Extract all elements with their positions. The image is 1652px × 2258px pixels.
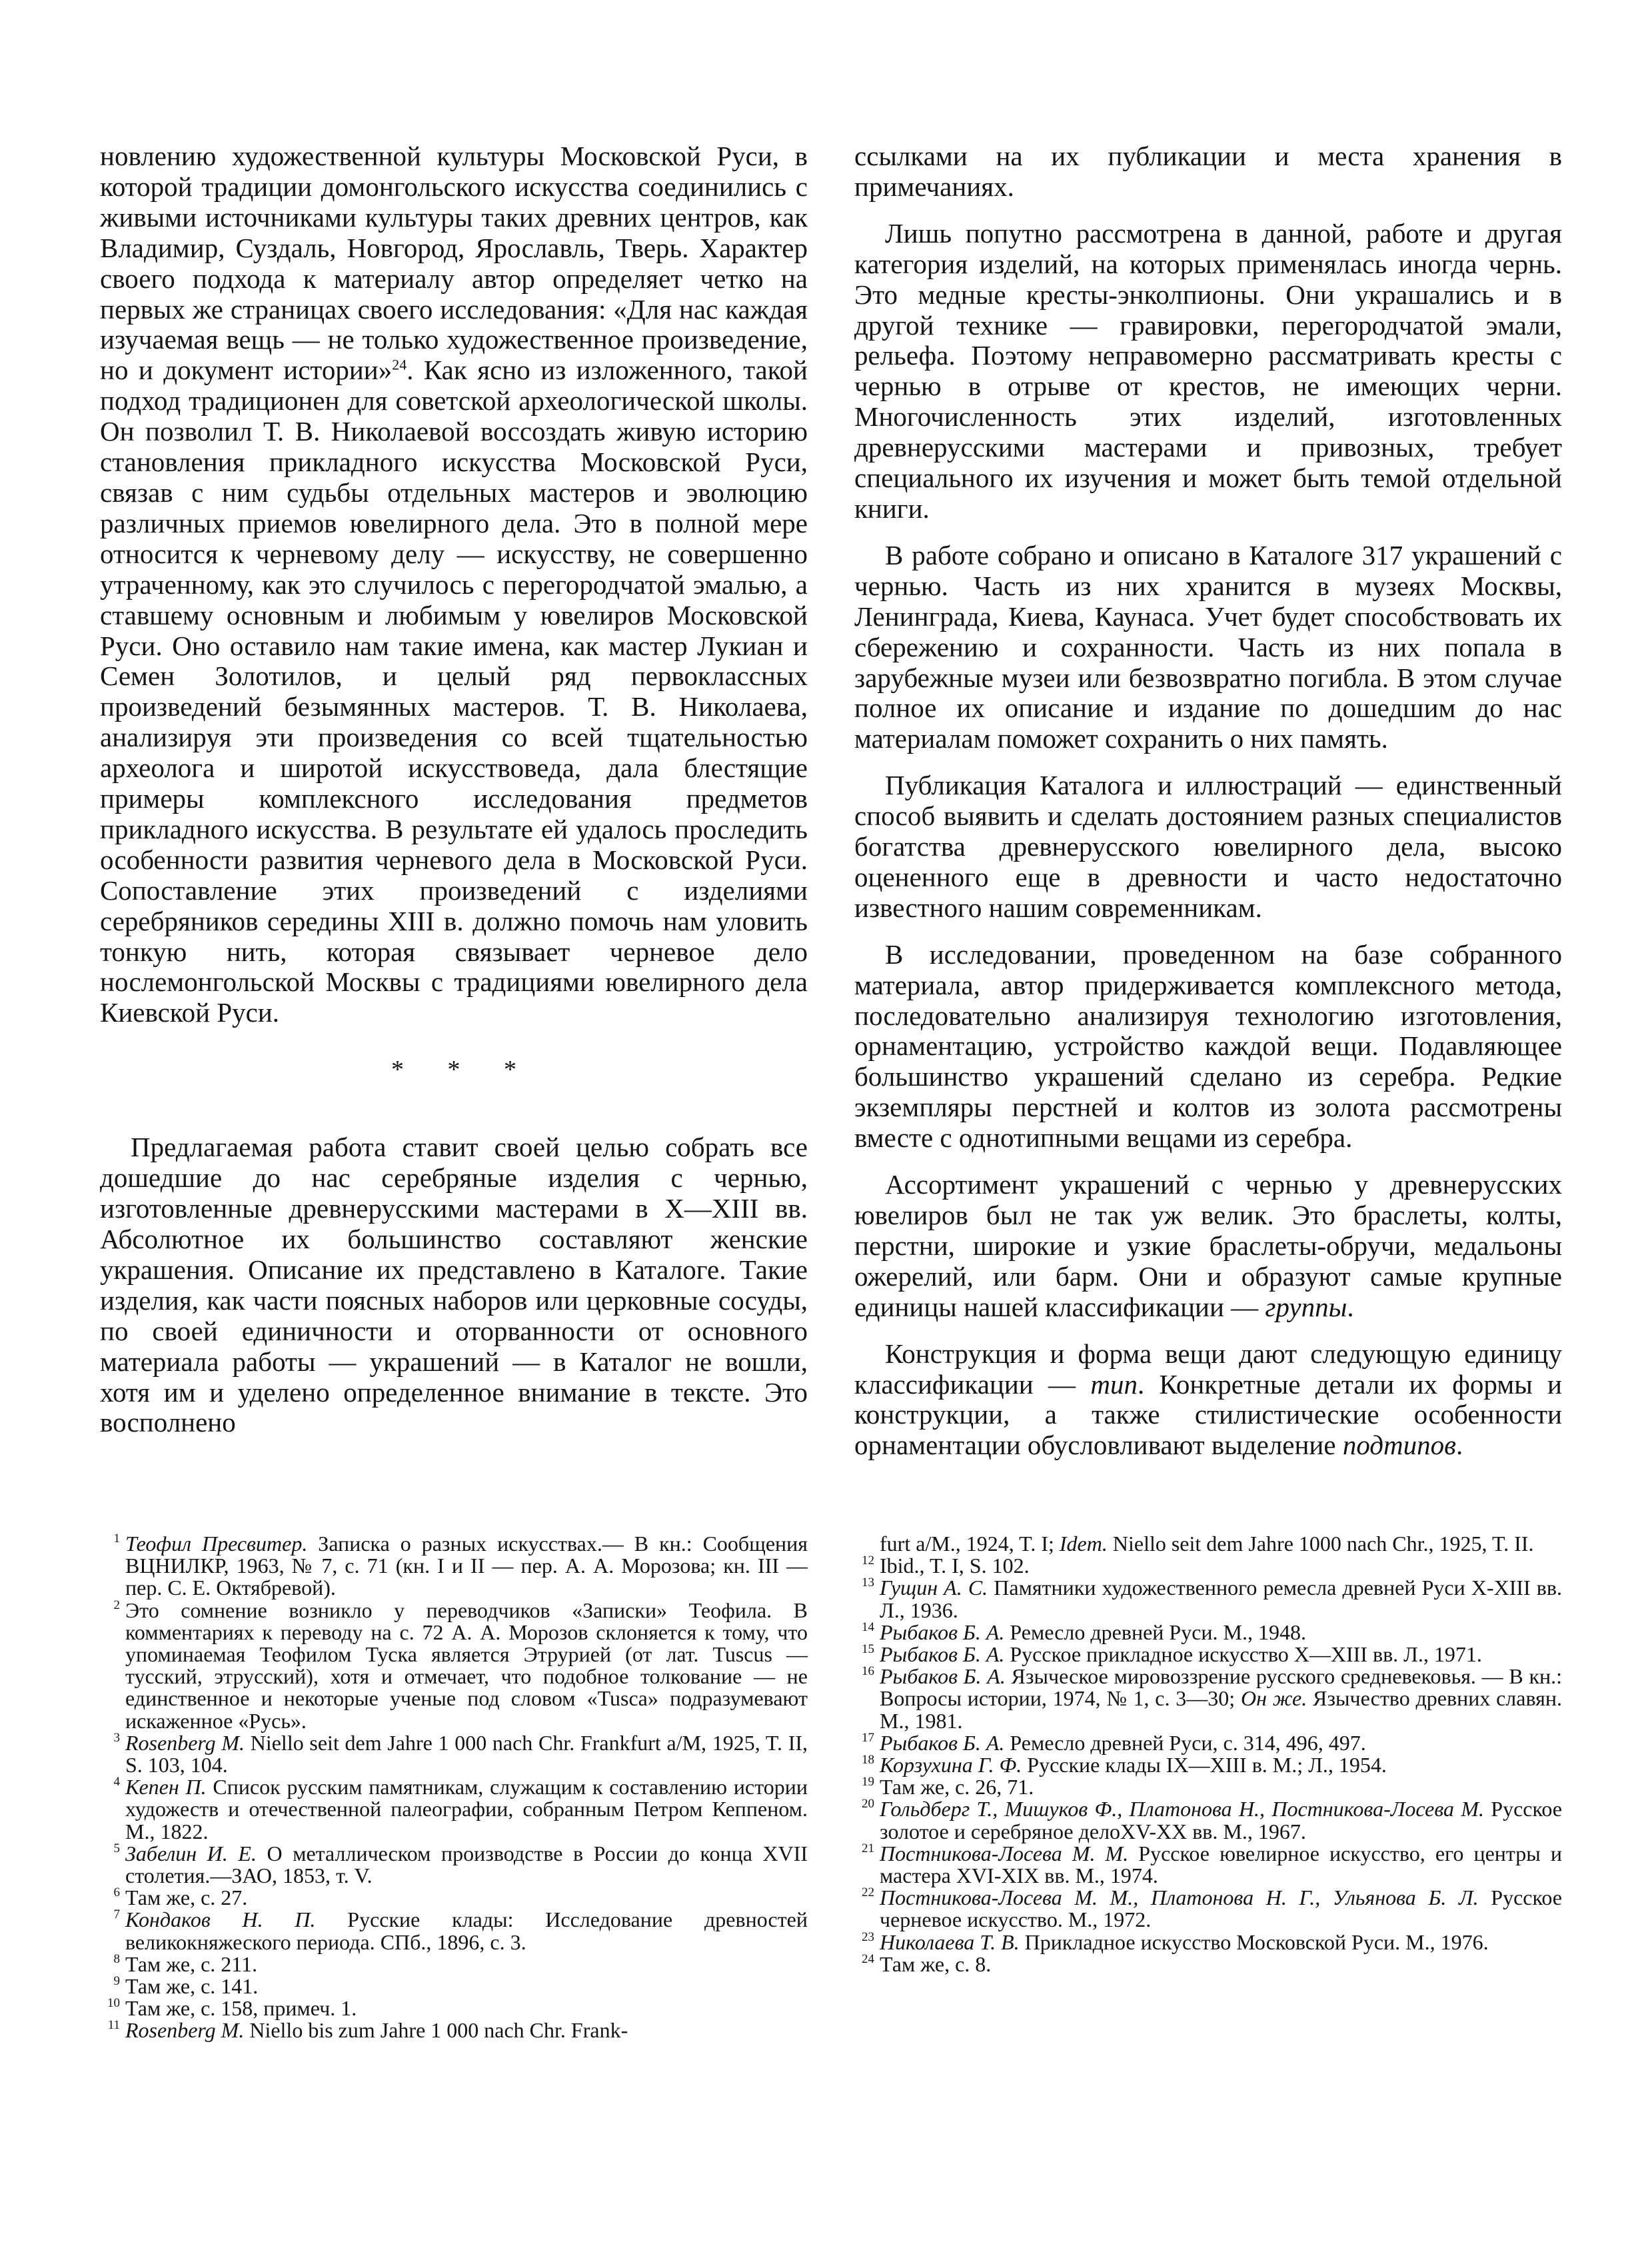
footnote-author: Николаева Т. В.	[880, 1929, 1020, 1954]
footnote-text: Там же, с. 158, примеч. 1.	[125, 1996, 357, 2021]
footnote-text: Русские клады IX—XIII в. М.; Л., 1954.	[1022, 1753, 1387, 1777]
footnote-number: 8	[113, 1951, 120, 1966]
footnote-author: Он же.	[1240, 1686, 1307, 1711]
footnote-author: Гущин А. С.	[880, 1576, 988, 1600]
footnote-number: 24	[862, 1951, 874, 1966]
footnote-text: Записка о разных искусствах.— В кн.: Сообщения ВЦНИЛКР, 1963, № 7, с. 71 (кн. I и II — пер. А. А. Морозова; кн. III — пер. С. Е. Октябревой).	[125, 1532, 808, 1600]
footnote-ref: 24	[392, 356, 407, 373]
footnote-text: Это сомнение возникло у переводчиков «Записки» Теофила. В комментариях к переводу на с. 72 А. А. Морозов склоняется к тому, что упоминаемая Теофилом Туска является Этрурией (от лат. Tuscus — тусский, этрусский), хотя и отмечает, что подобное толкование — не единственное и некоторые ученые под словом «Tusca» подразумевают искаженное «Русь».	[125, 1598, 808, 1733]
footnote-text: Там же, с. 211.	[125, 1951, 258, 1976]
text-column-left	[100, 141, 808, 1438]
footnote-number: 19	[862, 1775, 874, 1789]
footnote-number: 21	[862, 1841, 874, 1855]
footnote-author: Рыбаков Б. А.	[880, 1730, 1005, 1755]
footnote	[854, 1953, 1562, 1975]
footnote-text: Там же, с. 8.	[880, 1951, 992, 1976]
footnote	[100, 1843, 808, 1887]
footnote-author: Рыбаков Б. А.	[880, 1664, 1006, 1689]
footnote-author: Рыбаков Б. А.	[880, 1620, 1005, 1644]
footnote-number: 2	[113, 1598, 120, 1612]
footnote-number: 15	[862, 1642, 874, 1657]
paragraph: Лишь попутно рассмотрена в данной, работе и другая категория изделий, на которых применялась иногда чернь. Это медные кресты-энколпионы. Они украшались и в другой технике — гравировки, перегородчатой эмали, рельефа. Поэтому неправомерно рассматривать кресты с чернью в отрыве от крестов, не имеющих черни. Многочисленность этих изделий, изготовленных древнерусскими мастерами и привозных, требует специального их изучения и может быть темой отдельной книги.	[854, 217, 1562, 524]
footnote	[854, 1931, 1562, 1953]
footnote	[854, 1666, 1562, 1732]
text-column-right	[854, 141, 1562, 1461]
footnote-author: Кепен П.	[125, 1775, 207, 1799]
emphasis: группы	[1265, 1291, 1347, 1322]
footnotes-left	[100, 1533, 808, 2042]
footnote-text: Niello bis zum Jahre 1 000 nach Chr. Frank-	[244, 2018, 628, 2043]
paragraph: Предлагаемая работа ставит своей целью собрать все дошедшие до нас серебряные изделия с чернью, изготовленные древнерусскими мастерами в X—XIII вв. Абсолютное их большинство составляют женские украшения. Описание их представлено в Каталоге. Такие изделия, как части поясных наборов или церковные сосуды, по своей единичности и оторванности от основного материала работы — украшений — в Каталог не вошли, хотя им и уделено определенное внимание в тексте. Это восполнено	[100, 1132, 808, 1438]
footnote	[854, 1533, 1562, 1555]
footnote-text: Русские клады: Исследование древностей великокняжеского периода. СПб., 1896, с. 3.	[125, 1907, 808, 1954]
footnote	[854, 1776, 1562, 1798]
footnote	[100, 1533, 808, 1600]
footnote-author: Рыбаков Б. А.	[880, 1642, 1005, 1667]
footnote-text: Ремесло древней Руси. М., 1948.	[1004, 1620, 1306, 1644]
footnote-text: Niello seit dem Jahre 1 000 nach Chr. Frankfurt a/M, 1925, T. II, S. 103, 104.	[125, 1730, 808, 1777]
footnote-author: Кондаков Н. П.	[125, 1907, 316, 1932]
footnote	[854, 1644, 1562, 1666]
section-separator: * * *	[391, 1056, 535, 1084]
footnote-text: furt a/M., 1924, T. I;	[880, 1532, 1060, 1556]
paragraph-continued: ссылками на их публикации и места хранения в примечаниях.	[854, 141, 1562, 202]
emphasis: подтипов	[1342, 1430, 1456, 1461]
footnote	[854, 1843, 1562, 1887]
footnote-number: 17	[862, 1730, 874, 1745]
footnote	[100, 1600, 808, 1732]
footnote-text: Русское золотое и серебряное делоXV-XX вв. М., 1967.	[880, 1797, 1563, 1843]
footnote	[854, 1732, 1562, 1754]
footnote-number: 20	[862, 1797, 874, 1811]
footnote-author: Rosenberg M.	[125, 2018, 245, 2043]
footnote-author: Постникова-Лосева М. М., Платонова Н. Г., Ульянова Б. Л.	[880, 1885, 1479, 1910]
footnote	[854, 1555, 1562, 1577]
footnote-number: 11	[107, 2018, 120, 2033]
footnote-author: Забелин И. Е.	[125, 1841, 257, 1865]
paragraph: Конструкция и форма вещи дают следующую единицу классификации — тип. Конкретные детали их формы и конструкции, а также стилистические особенности орнаментации обусловливают выделение подтипов.	[854, 1338, 1562, 1461]
footnote-number: 3	[113, 1730, 120, 1745]
footnote	[854, 1754, 1562, 1776]
footnote	[100, 1953, 808, 1975]
paragraph-continued: новлению художественной культуры Московской Руси, в которой традиции домонгольского искусства соединились с живыми источниками культуры таких древних центров, как Владимир, Суздаль, Новгород, Ярославль, Тверь. Характер своего подхода к материалу автор определяет четко на первых же страницах своего исследования: «Для нас каждая изучаемая вещь — не только художественное произведение, но и документ истории»$^{24}$. Как ясно из изложенного, такой подход традиционен для советской археологической школы. Он позволил Т. В. Николаевой воссоздать живую историю становления прикладного искусства Московской Руси, связав с ним судьбы отдельных мастеров и эволюцию различных приемов ювелирного дела. Это в полной мере относится к черневому делу — искусству, не совершенно утраченному, как это случилось с перегородчатой эмалью, а ставшему основным и любимым у ювелиров Московской Руси. Оно оставило нам такие имена, как мастер Лукиан и Семен Золотилов, и целый ряд первоклассных произведений безымянных мастеров. Т. В. Николаева, анализируя эти произведения со всей тщательностью археолога и широтой искусствоведа, дала блестящие примеры комплексного исследования предметов прикладного искусства. В результате ей удалось проследить особенности развития черневого дела в Московской Руси. Сопоставление этих произведений с изделиями серебряников середины XIII в. должно помочь нам уловить тонкую нить, которая связывает черневое дело нослемонгольской Москвы с традициями ювелирного дела Киевской Руси.	[100, 141, 808, 1028]
footnote-author: Idem.	[1059, 1532, 1108, 1556]
footnote-number: 16	[862, 1664, 874, 1679]
footnote-text: Ремесло древней Руси, с. 314, 496, 497.	[1004, 1730, 1366, 1755]
footnote-text: Там же, с. 141.	[125, 1974, 259, 1999]
footnote-text: Русское черневое искусство. М., 1972.	[880, 1885, 1563, 1932]
footnote-text: Язычество древних славян. М., 1981.	[880, 1686, 1563, 1733]
footnote	[854, 1887, 1562, 1931]
footnote-author: Гольдберг Т., Мишуков Ф., Платонова Н., Постникова-Лосева М.	[880, 1797, 1484, 1821]
footnote-author: Теофил Пресвитер.	[125, 1532, 308, 1556]
footnote-author: Корзухина Г. Ф.	[880, 1753, 1022, 1777]
footnote-number: 13	[862, 1576, 874, 1590]
footnote-text: О металлическом производстве в России до конца XVII столетия.—ЗАО, 1853, т. V.	[125, 1841, 808, 1888]
footnote	[854, 1798, 1562, 1842]
footnote-text: Ibid., T. I, S. 102.	[880, 1554, 1030, 1578]
footnote-author: Постникова-Лосева М. М.	[880, 1841, 1129, 1865]
footnote-number: 4	[113, 1775, 120, 1789]
footnote-number: 12	[862, 1554, 874, 1568]
footnote-text: Список русским памятникам, служащим к составлению истории художеств и отечественной палеографии, собранным Петром Кеппеном. М., 1822.	[125, 1775, 808, 1843]
footnote-text: Niello seit dem Jahre 1000 nach Chr., 1925, T. II.	[1107, 1532, 1534, 1556]
paragraph: Публикация Каталога и иллюстраций — единственный способ выявить и сделать достоянием разных специалистов богатства древнерусского ювелирного дела, высоко оцененного еще в древности и часто недостаточно известного нашим современникам.	[854, 770, 1562, 923]
footnote	[100, 2019, 808, 2041]
footnote-text: Там же, с. 27.	[125, 1885, 248, 1910]
footnote-text: Там же, с. 26, 71.	[880, 1775, 1034, 1799]
paragraph: В работе собрано и описано в Каталоге 317 украшений с чернью. Часть из них хранится в музеях Москвы, Ленинграда, Киева, Каунаса. Учет будет способствовать их сбережению и сохранности. Часть из них попала в зарубежные музеи или безвозвратно погибла. В этом случае полное их описание и издание по дошедшим до нас материалам поможет сохранить о них память.	[854, 539, 1562, 754]
footnote-number: 23	[862, 1929, 874, 1944]
footnote	[854, 1622, 1562, 1644]
paragraph: В исследовании, проведенном на базе собранного материала, автор придерживается комплексного метода, последовательно анализируя технологию изготовления, орнаментацию, устройство каждой вещи. Подавляющее большинство украшений сделано из серебра. Редкие экземпляры перстней и колтов из золота рассмотрены вместе с однотипными вещами из серебра.	[854, 938, 1562, 1154]
footnote	[100, 1909, 808, 1953]
paragraph: Ассортимент украшений с чернью у древнерусских ювелиров был не так уж велик. Это браслеты, колты, перстни, широкие и узкие браслеты-обручи, медальоны ожерелий, или барм. Они и образуют самые крупные единицы нашей классификации — группы.	[854, 1169, 1562, 1322]
footnote	[854, 1577, 1562, 1621]
footnote-number: 9	[113, 1974, 120, 1989]
footnote-text: Прикладное искусство Московской Руси. М., 1976.	[1019, 1929, 1489, 1954]
footnote	[100, 1776, 808, 1843]
emphasis: тип	[1090, 1368, 1138, 1400]
footnote-number: 10	[107, 1996, 120, 2011]
footnote	[100, 1997, 808, 2019]
footnote-text: Русское ювелирное искусство, его центры и мастера XVI-XIX вв. М., 1974.	[880, 1841, 1563, 1888]
footnote	[100, 1975, 808, 1997]
footnote	[100, 1732, 808, 1776]
footnote-text: Русское прикладное искусство X—XIII вв. Л., 1971.	[1004, 1642, 1482, 1667]
footnote-author: Rosenberg M.	[125, 1730, 245, 1755]
footnote-number: 7	[113, 1907, 120, 1922]
footnote-number: 1	[113, 1532, 120, 1546]
footnote-text: Языческое мировоззрение русского средневековья. — В кн.: Вопросы истории, 1974, № 1, с. 3—30;	[880, 1664, 1563, 1711]
footnote-number: 22	[862, 1885, 874, 1900]
footnote-number: 18	[862, 1753, 874, 1767]
footnote-number: 6	[113, 1885, 120, 1900]
footnote-text: Памятники художественного ремесла древней Руси X-XIII вв. Л., 1936.	[880, 1576, 1563, 1622]
footnote-number: 5	[113, 1841, 120, 1855]
footnote-number: 14	[862, 1620, 874, 1634]
footnote	[100, 1887, 808, 1909]
footnotes-right	[854, 1533, 1562, 1975]
